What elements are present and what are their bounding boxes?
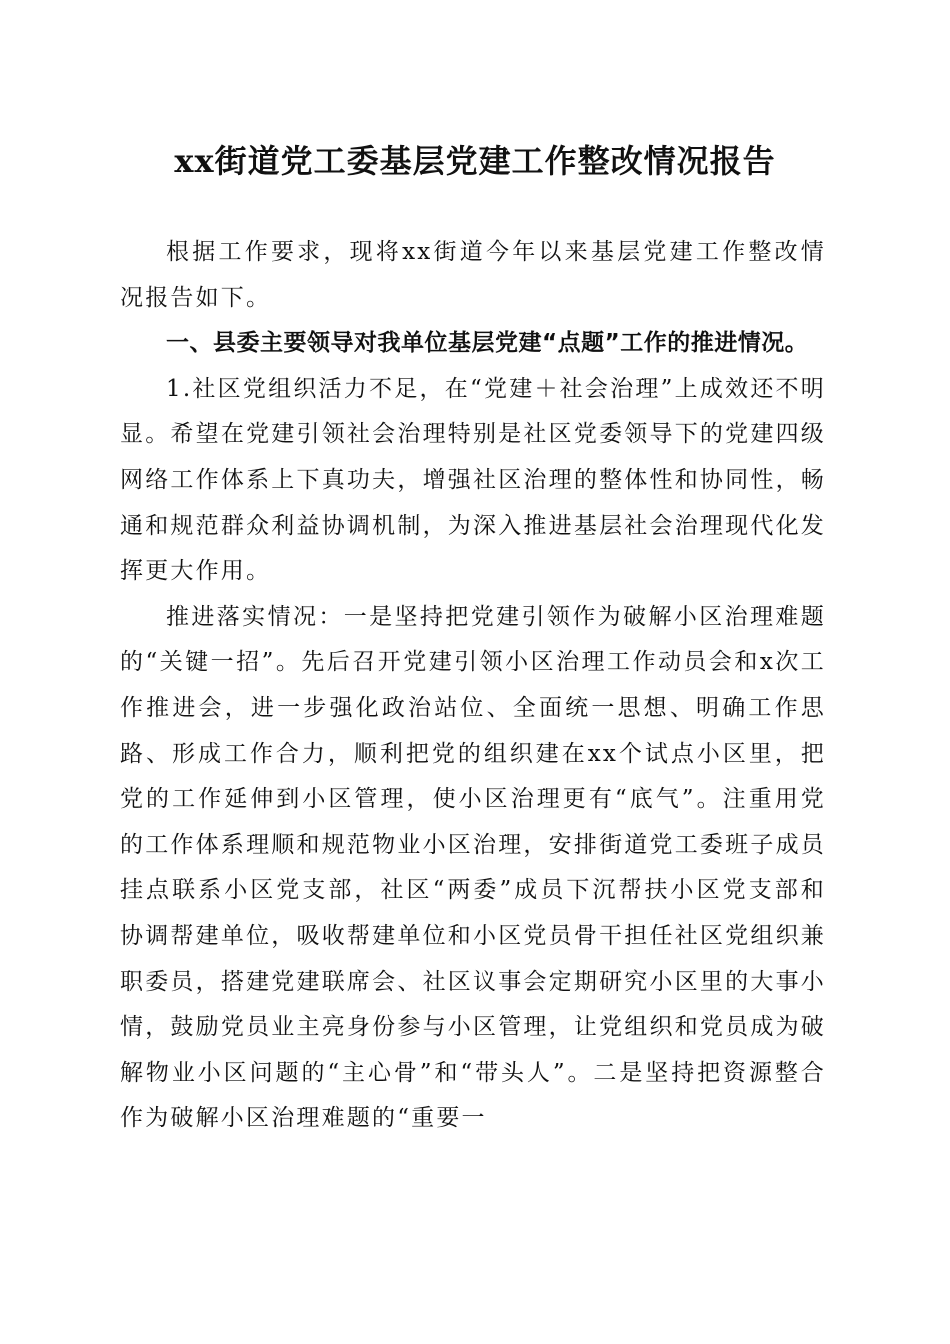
section-heading-1: 一、县委主要领导对我单位基层党建“点题”工作的推进情况。	[166, 330, 809, 357]
document-title: xx街道党工委基层党建工作整改情况报告	[174, 142, 776, 180]
document-body	[120, 230, 826, 1142]
progress-paragraph: 推进落实情况：一是坚持把党建引领作为破解小区治理难题的“关键一招”。先后召开党建引领小区治理工作动员会和x次工作推进会，进一步强化政治站位、全面统一思想、明确工作思路、形成工作合力，顺利把党的组织建在xx个试点小区里，把党的工作延伸到小区管理，使小区治理更有“底气”。注重用党的工作体系理顺和规范物业小区治理，安排街道党工委班子成员挂点联系小区党支部，社区“两委”成员下沉帮扶小区党支部和协调帮建单位，吸收帮建单位和小区党员骨干担任社区党组织兼职委员，搭建党建联席会、社区议事会定期研究小区里的大事小情，鼓励党员业主亮身份参与小区管理，让党组织和党员成为破解物业小区问题的“主心骨”和“带头人”。二是坚持把资源整合作为破解小区治理难题的“重要一	[120, 603, 826, 1132]
item-1-paragraph: 1.社区党组织活力不足，在“党建＋社会治理”上成效还不明显。希望在党建引领社会治理特别是社区党委领导下的党建四级网络工作体系上下真功夫，增强社区治理的整体性和协同性，畅通和规范群众利益协调机制，为深入推进基层社会治理现代化发挥更大作用。	[120, 375, 826, 585]
intro-paragraph: 根据工作要求，现将xx街道今年以来基层党建工作整改情况报告如下。	[120, 239, 826, 311]
